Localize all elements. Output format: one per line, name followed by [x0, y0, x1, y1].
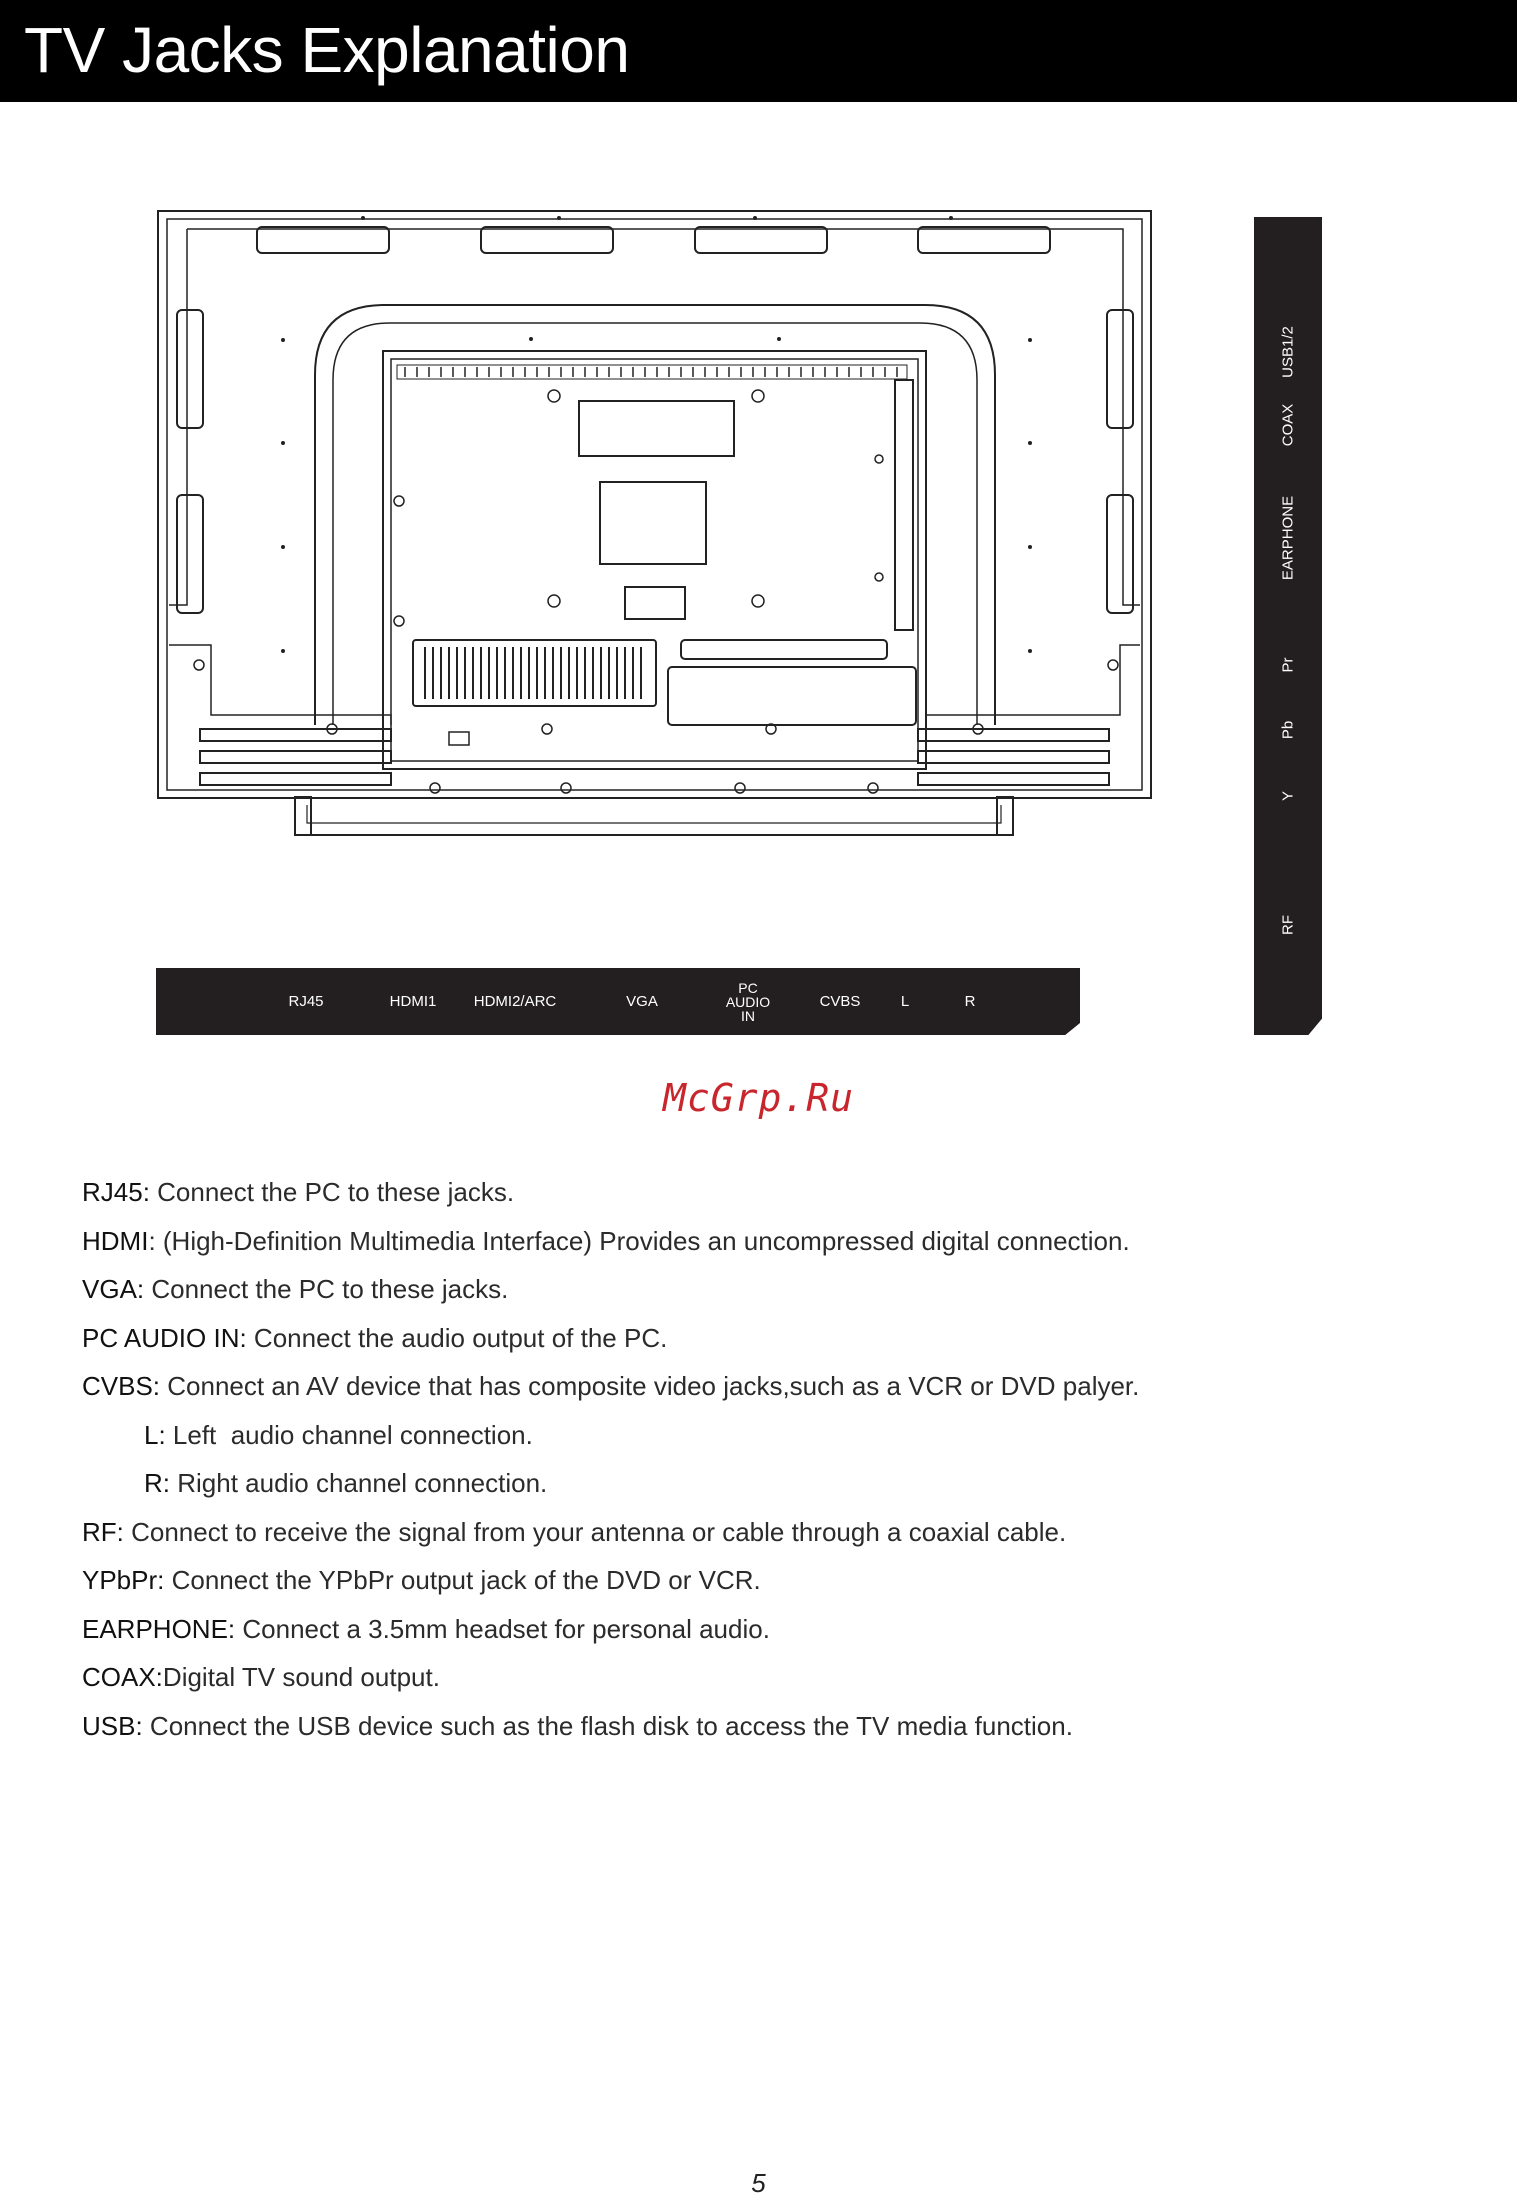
vent-slots [425, 647, 641, 699]
description-term: YPbPr: [82, 1565, 165, 1595]
description-term: HDMI [82, 1225, 149, 1256]
jack-label-r: R [964, 993, 976, 1010]
description-vga [82, 1265, 1462, 1314]
jack-label-l: L [900, 993, 910, 1010]
jack-label-hdmi1: HDMI1 [389, 993, 437, 1010]
description-text: Connect the PC to these jacks. [144, 1274, 509, 1304]
description-term: COAX: [82, 1662, 163, 1692]
description-l [82, 1411, 1462, 1460]
description-ypbpr [82, 1556, 1462, 1605]
tv-outer-frame [158, 211, 1151, 798]
jack-label-pc-audio-in-line3: IN [741, 1007, 755, 1024]
description-text: Connect to receive the signal from your antenna or cable through a coaxial cable. [123, 1516, 1067, 1547]
tv-rear-panel-diagram [155, 205, 1155, 845]
description-coax [82, 1653, 1462, 1702]
description-term: RF: [82, 1516, 124, 1547]
description-r [82, 1459, 1462, 1508]
description-text: Left audio channel connection. [165, 1419, 533, 1450]
jack-label-pc-audio-in [726, 968, 770, 1035]
description-usb [82, 1702, 1462, 1751]
jack-label-pc-audio-in-line2: AUDIO [725, 993, 771, 1010]
jack-label-pr: Pr [1279, 657, 1297, 673]
description-term: VGA: [82, 1274, 145, 1304]
description-pc-audio-in [82, 1314, 1462, 1363]
page-title: TV Jacks Explanation [24, 14, 630, 86]
jack-label-earphone: EARPHONE [1279, 495, 1297, 581]
jack-label-coax: COAX [1279, 403, 1297, 447]
panel-vent-ticks [405, 367, 897, 377]
description-earphone [82, 1605, 1462, 1654]
description-hdmi [82, 1217, 1462, 1266]
jack-description-list [82, 1168, 1462, 1750]
jack-label-rj45: RJ45 [288, 993, 324, 1010]
description-term: CVBS: [82, 1371, 161, 1401]
description-term: L: [144, 1419, 166, 1450]
jack-label-rf: RF [1279, 915, 1297, 935]
description-rf [82, 1508, 1462, 1557]
panel-vent-row [397, 365, 907, 379]
jack-label-usb: USB1/2 [1279, 326, 1297, 378]
description-text: Connect the USB device such as the flash disk to access the TV media function. [142, 1710, 1073, 1741]
description-text: Right audio channel connection. [170, 1468, 548, 1498]
description-term: PC AUDIO IN: [82, 1322, 247, 1353]
description-term: R: [144, 1468, 170, 1498]
description-text: Digital TV sound output. [162, 1662, 440, 1692]
jack-label-cvbs: CVBS [819, 993, 861, 1010]
description-text: Connect the audio output of the PC. [246, 1322, 668, 1353]
jack-label-pb: Pb [1279, 720, 1297, 740]
description-text: : (High-Definition Multimedia Interface) Provides an uncompressed digital connection. [148, 1225, 1130, 1256]
description-rj45 [82, 1168, 1462, 1217]
jack-label-y: Y [1279, 790, 1297, 802]
description-term: EARPHONE: [82, 1613, 236, 1644]
description-text: Connect the PC to these jacks. [149, 1177, 515, 1207]
description-term: RJ45: [82, 1177, 150, 1207]
jack-label-hdmi2-arc: HDMI2/ARC [473, 993, 557, 1010]
description-text: Connect an AV device that has composite video jacks,such as a VCR or DVD palyer. [160, 1371, 1140, 1401]
description-text: Connect a 3.5mm headset for personal audio. [235, 1613, 770, 1644]
jack-label-vga: VGA [626, 993, 658, 1010]
tv-stand [295, 803, 1013, 835]
description-text: Connect the YPbPr output jack of the DVD or VCR. [164, 1565, 761, 1595]
jack-label-pc-audio-in-line1: PC [738, 979, 758, 996]
description-term: USB: [82, 1710, 143, 1741]
page-number: 5 [751, 2168, 766, 2198]
description-cvbs [82, 1362, 1462, 1411]
header-bar [0, 0, 1517, 102]
watermark: McGrp.Ru [662, 1076, 855, 1120]
